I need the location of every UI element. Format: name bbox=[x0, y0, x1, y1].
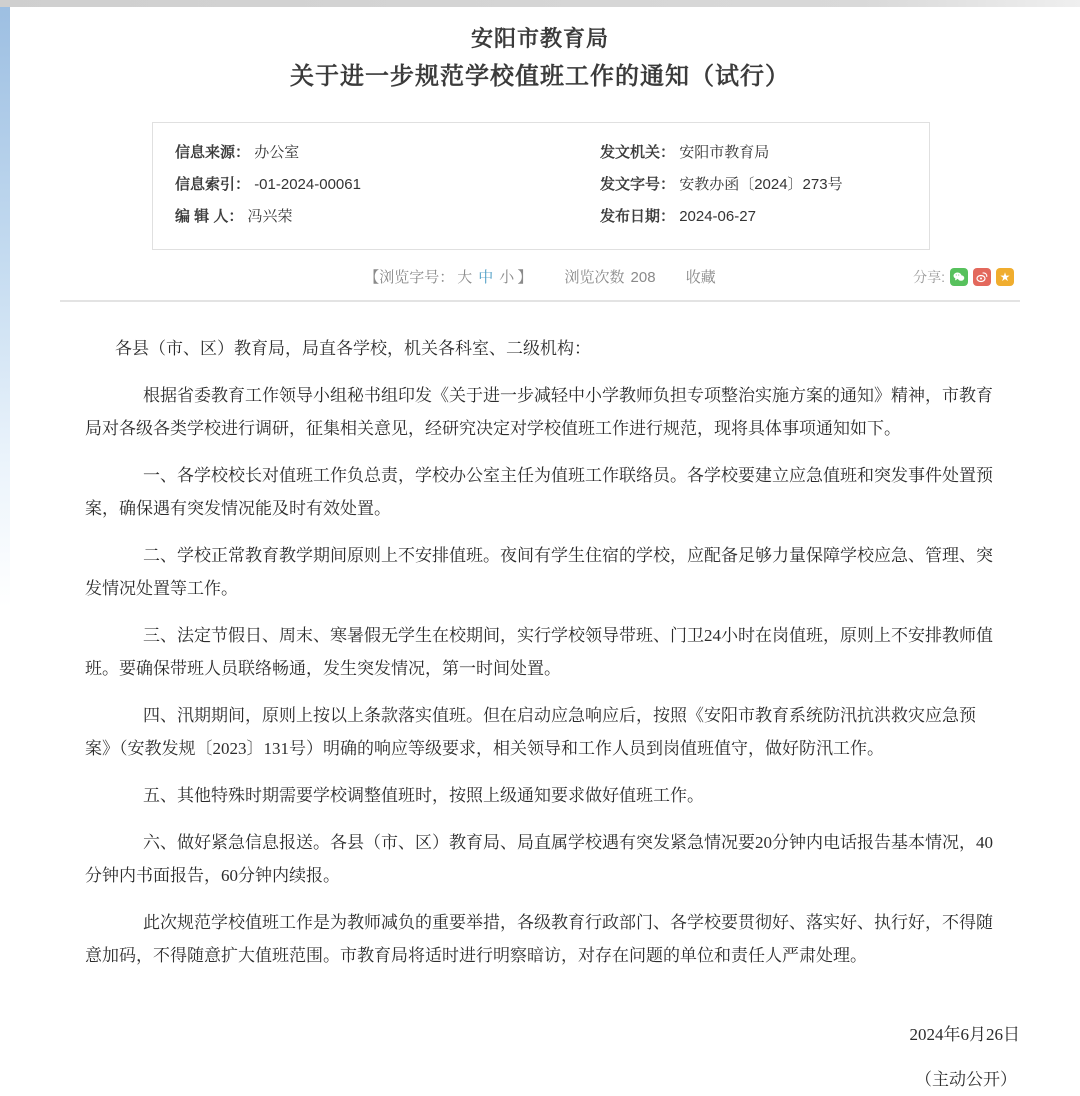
meta-row bbox=[175, 201, 600, 233]
font-size-small-button[interactable]: 小 bbox=[499, 269, 515, 286]
meta-column-right bbox=[600, 137, 929, 233]
share-wechat-icon[interactable] bbox=[950, 268, 968, 286]
body-paragraph: 六、做好紧急信息报送。各县（市、区）教育局、局直属学校遇有突发紧急情况要20分钟内电话报告基本情况，40分钟内书面报告，60分钟内续报。 bbox=[85, 833, 993, 885]
meta-label: 信息来源： bbox=[175, 144, 251, 161]
share-weibo-icon[interactable] bbox=[973, 268, 991, 286]
disclosure-note: （主动公开） bbox=[915, 1070, 1017, 1089]
body-paragraph: 一、各学校校长对值班工作负总责，学校办公室主任为值班工作联络员。各学校要建立应急值班和突发事件处置预案，确保遇有突发情况能及时有效处置。 bbox=[85, 466, 993, 518]
share-star-icon[interactable]: ★ bbox=[996, 268, 1014, 286]
body-paragraph: 根据省委教育工作领导小组秘书组印发《关于进一步减轻中小学教师负担专项整治实施方案的通知》精神，市教育局对各级各类学校进行调研，征集相关意见，经研究决定对学校值班工作进行规范，现将具体事项通知如下。 bbox=[85, 386, 993, 438]
weibo-glyph bbox=[976, 271, 988, 283]
meta-label: 发布日期： bbox=[600, 208, 676, 225]
meta-value: 安教办函〔2024〕273号 bbox=[679, 176, 843, 193]
document-meta-box bbox=[152, 122, 930, 250]
meta-row bbox=[600, 169, 929, 201]
view-count-label: 浏览次数 bbox=[564, 269, 625, 286]
body-paragraph: 五、其他特殊时期需要学校调整值班时，按照上级通知要求做好值班工作。 bbox=[143, 786, 704, 805]
meta-row bbox=[600, 137, 929, 169]
view-count-value: 208 bbox=[630, 269, 656, 286]
share-label: 分享: bbox=[913, 269, 945, 285]
document-title-main: 关于进一步规范学校值班工作的通知（试行） bbox=[290, 63, 790, 90]
meta-label: 信息索引： bbox=[175, 176, 251, 193]
favorite-button[interactable]: 收藏 bbox=[685, 269, 716, 286]
document-title-block bbox=[0, 22, 1080, 96]
body-paragraph: 二、学校正常教育教学期间原则上不安排值班。夜间有学生住宿的学校，应配备足够力量保障学校应急、管理、突发情况处置等工作。 bbox=[85, 546, 993, 598]
body-paragraph: 此次规范学校值班工作是为教师减负的重要举措，各级教育行政部门、各学校要贯彻好、落实好、执行好，不得随意加码，不得随意扩大值班范围。市教育局将适时进行明察暗访，对存在问题的单位和责任人严肃处理。 bbox=[85, 913, 993, 965]
meta-value: 2024-06-27 bbox=[679, 208, 756, 225]
document-title-org: 安阳市教育局 bbox=[470, 26, 609, 51]
meta-row bbox=[600, 201, 929, 233]
article-toolbar bbox=[0, 266, 1080, 290]
meta-label: 编 辑 人： bbox=[175, 208, 244, 225]
meta-column-left bbox=[175, 137, 600, 233]
font-size-medium-button[interactable]: 中 bbox=[478, 269, 494, 286]
font-size-large-button[interactable]: 大 bbox=[457, 269, 473, 286]
meta-value: -01-2024-00061 bbox=[254, 176, 361, 193]
meta-row bbox=[175, 137, 600, 169]
document-body bbox=[0, 302, 1080, 972]
body-paragraph: 四、汛期期间，原则上按以上条款落实值班。但在启动应急响应后，按照《安阳市教育系统防汛抗洪救灾应急预案》（安教发规〔2023〕131号）明确的响应等级要求，相关领导和工作人员到岗值班值守，做好防汛工作。 bbox=[85, 706, 976, 758]
paragraph-list bbox=[85, 379, 995, 972]
share-area bbox=[913, 267, 1014, 287]
body-paragraph: 三、法定节假日、周末、寒暑假无学生在校期间，实行学校领导带班、门卫24小时在岗值班，原则上不安排教师值班。要确保带班人员联络畅通，发生突发情况，第一时间处置。 bbox=[85, 626, 993, 678]
salutation: 各县（市、区）教育局，局直各学校，机关各科室、二级机构： bbox=[115, 339, 591, 358]
meta-value: 冯兴荣 bbox=[247, 208, 293, 225]
meta-label: 发文机关： bbox=[600, 144, 676, 161]
signature-block bbox=[0, 1018, 1080, 1096]
meta-value: 办公室 bbox=[254, 144, 300, 161]
font-size-prefix: 【浏览字号： bbox=[364, 269, 455, 286]
meta-value: 安阳市教育局 bbox=[679, 144, 770, 161]
font-size-suffix: 】 bbox=[517, 269, 533, 286]
meta-row bbox=[175, 169, 600, 201]
wechat-glyph bbox=[953, 271, 965, 283]
meta-label: 发文字号： bbox=[600, 176, 676, 193]
document-date: 2024年6月26日 bbox=[909, 1025, 1020, 1044]
